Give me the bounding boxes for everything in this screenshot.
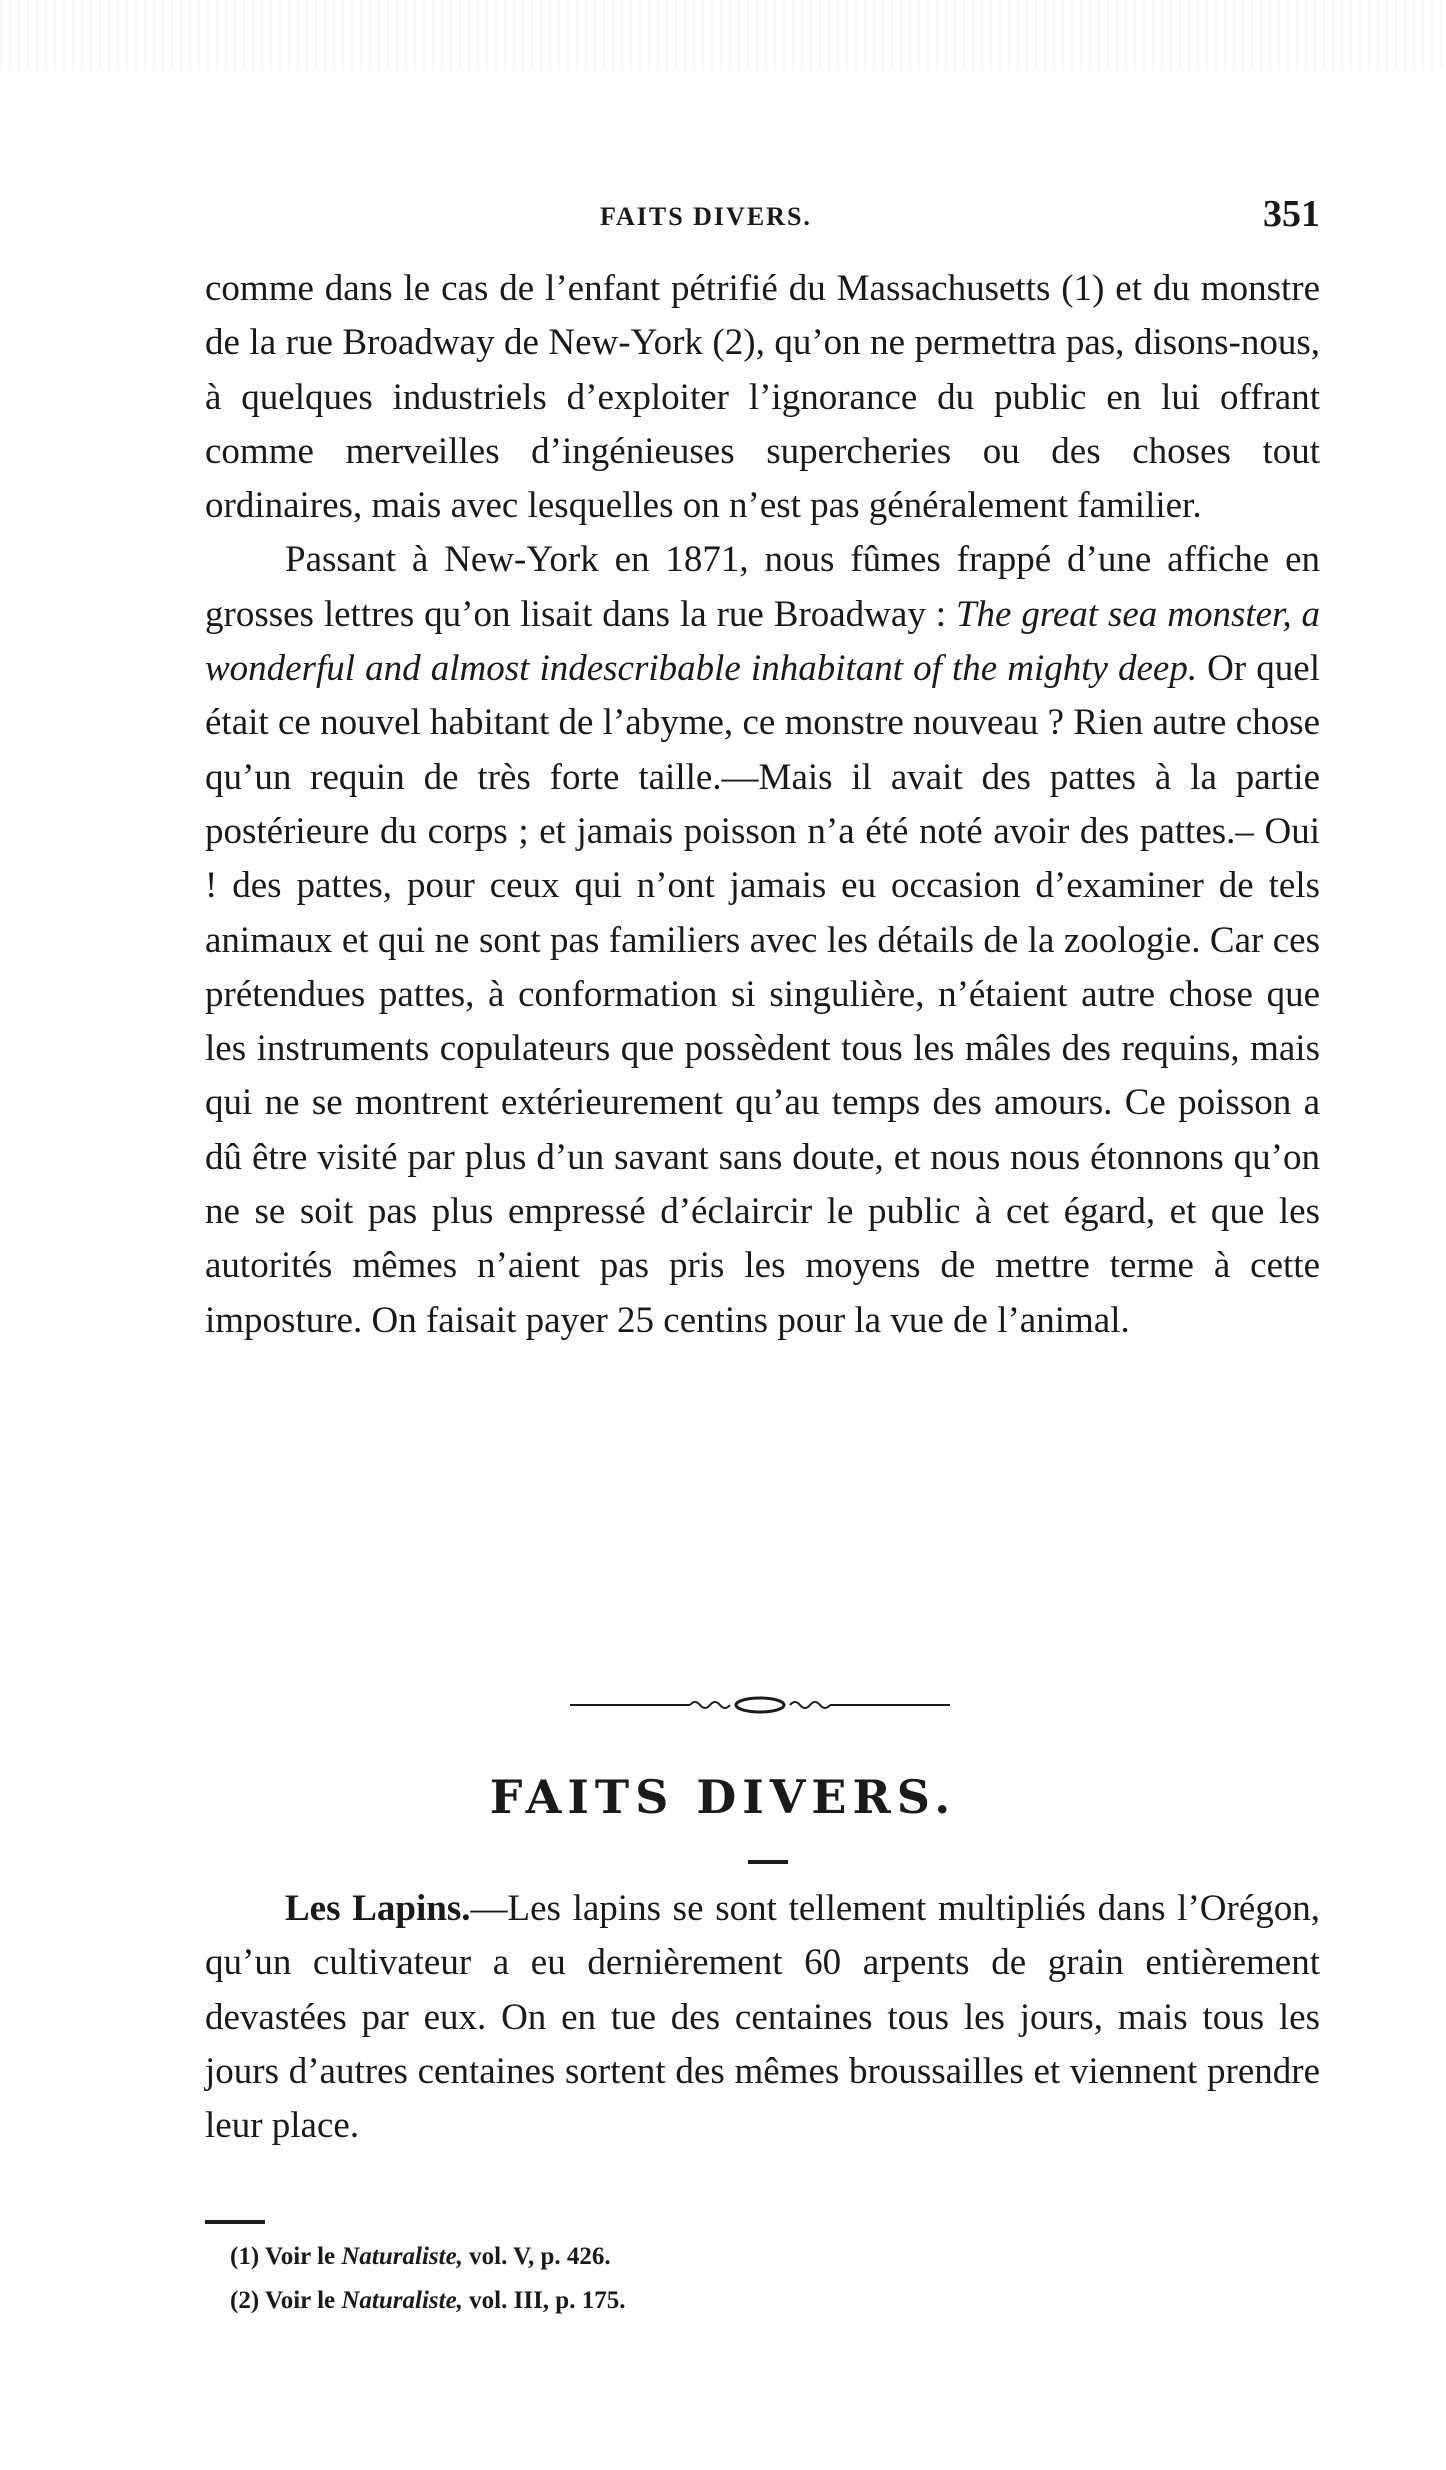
footnote-mark: (2) bbox=[230, 2287, 260, 2314]
paragraph-continued: comme dans le cas de l’enfant pétrifié du Massachusetts (1) et du monstre de la rue Broadway de New-York (2), qu’on ne permettra pas, disons-nous, à quelques industriels d’exploiter l’ignorance du public en lui offrant comme merveilles d’ingénieuses supercheries ou des choses tout ordinaires, mais avec lesquelles on n’est pas généralement familier. bbox=[205, 268, 1320, 527]
poster-quote: The great sea monster, a wonderful and almost indescribable inhabitant of the mighty deep. bbox=[205, 593, 1321, 690]
running-head bbox=[205, 192, 1320, 242]
paragraph-text-end: Or quel était ce nouvel habitant de l’abyme, ce monstre nouveau ? Rien autre chose qu’un requin de très forte taille.—Mais il avait des pattes à la partie postérieure du corps ; et jamais poisson n’a été noté avoir des pattes.– Oui ! des pattes, pour ceux qui n’ont jamais eu occasion d’examiner de tels animaux et qui ne sont pas familiers avec les détails de la zoologie. Car ces prétendues pattes, à conformation si singulière, n’étaient autre chose que les instruments copulateurs que possèdent tous les mâles des requins, mais qui ne se montrent extérieurement qu’au temps des amours. Ce poisson a dû être visité par plus d’un savant sans doute, et nous nous étonnons qu’on ne se soit pas plus empressé d’éclaircir le public à cet égard, et que les autorités mêmes n’aient pas pris les moyens de mettre terme à cette imposture. On faisait payer 25 centins pour la vue de l’animal. bbox=[205, 648, 1320, 1341]
page-number: 351 bbox=[1263, 193, 1320, 235]
footnote-mark: (1) bbox=[230, 2243, 260, 2270]
footnote-work: Naturaliste, bbox=[341, 2287, 463, 2314]
item-title: Les Lapins. bbox=[285, 1888, 471, 1929]
paragraph-new-york bbox=[205, 533, 1320, 1347]
item-body: —Les lapins se sont tellement multipliés dans l’Orégon, qu’un cultivateur a eu dernièrement 60 arpents de grain entièrement devastées par eux. On en tue des centaines tous les jours, mais tous les jours d’autres centaines sortent des mêmes broussailles et viennent prendre leur place. bbox=[205, 1888, 1320, 2147]
heading-dash bbox=[748, 1860, 788, 1864]
footnote-ref: vol. III, p. 175. bbox=[462, 2287, 626, 2314]
paragraph-text-start: Passant à New-York en 1871, nous fûmes frappé d’une affiche en grosses lettres qu’on lisait dans la rue Broadway : bbox=[205, 539, 1320, 635]
footnotes bbox=[230, 2235, 1130, 2323]
ornament-divider bbox=[560, 1690, 960, 1720]
footnote-prefix: Voir le bbox=[264, 2243, 342, 2270]
scan-edge-noise bbox=[0, 0, 1446, 70]
footnote-work: Naturaliste, bbox=[341, 2243, 463, 2270]
news-item-paragraph bbox=[205, 1882, 1320, 2153]
body-text bbox=[205, 262, 1320, 1348]
running-title: FAITS DIVERS. bbox=[600, 202, 812, 231]
footnote-prefix: Voir le bbox=[264, 2287, 342, 2314]
footnote-rule bbox=[205, 2220, 265, 2224]
footnote-1 bbox=[230, 2235, 1130, 2279]
footnote-ref: vol. V, p. 426. bbox=[462, 2243, 611, 2270]
footnote-2 bbox=[230, 2279, 1130, 2323]
news-item-lapins bbox=[205, 1882, 1320, 2153]
section-heading: FAITS DIVERS. bbox=[489, 1770, 957, 1824]
